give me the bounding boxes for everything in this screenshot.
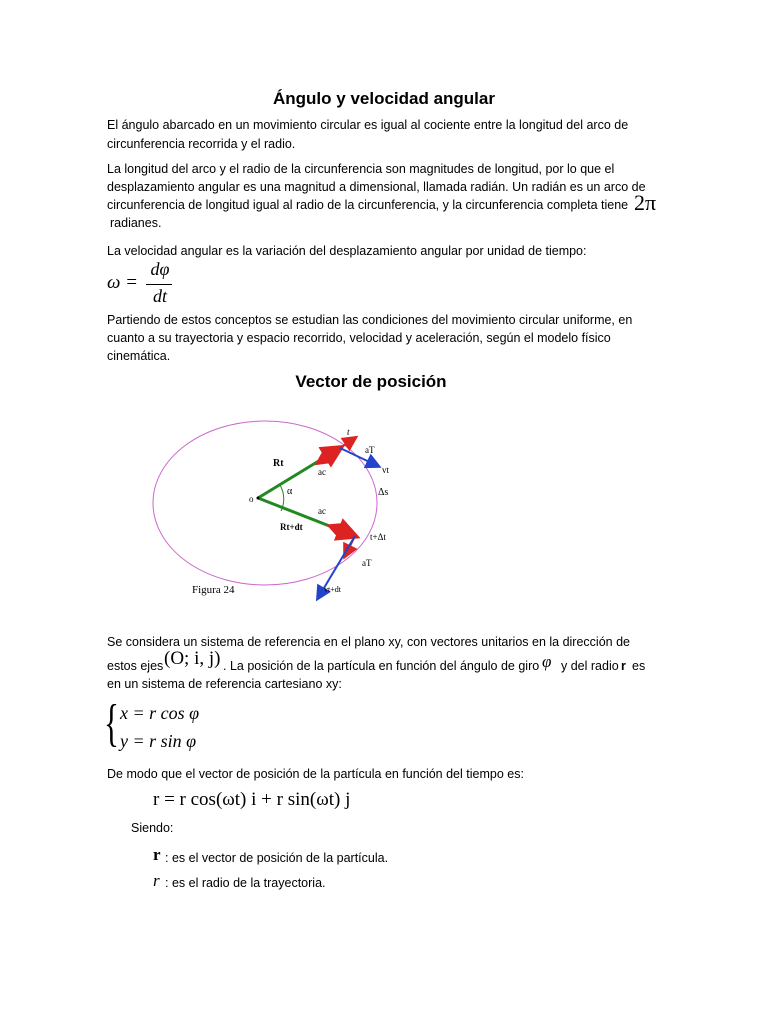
accel-tangent-top <box>340 438 355 448</box>
document-page: Ángulo y velocidad angular El ángulo abarcado en un movimiento circular es igual al cociente entre la longitud del arco de circunferencia recorrida y el radio. La longitud del arco y el radio de la circunferencia son magnitudes de longitud, por lo que el desplazamiento angular es una magnitud a dimensional, llamada radián. Un radián es un arco de circunferencia de longitud igual al radio de la circunferencia, y la circunferencia completa tiene 2π radianes. La velocidad angular es la variación del desplazamiento angular por unidad de tiempo: ω = dφ dt Partiendo de estos conceptos se estudian las condiciones del movimiento circular uniforme, en cuanto a su trayectoria y espacio recorrido, velocidad y aceleración, según el modelo físico cinemática. Vector de posición t aT vt Rt ac α o Δs ac Rt+dt t+Δt aT vt+dt Figura 24 Se considera un sistema de referencia en el plano xy, con vectores unitarios en la dirección de estos ejes (O; i, j) . La posición de la partícula en función del ángulo de giro φ y del radio r es en un sistema de referencia cartesiano xy: { x = r cos φ y = r sin φ De modo que el vector de posición de la partícula en función del tiempo es: r = r cos(ωt) i + r sin(ωt) j Siendo: r : es el vector de posición de la partícula. r : es el radio de la trayectoria. <box>0 0 768 1024</box>
label-Rt: Rt <box>273 458 284 469</box>
label-vtdt: vt+dt <box>324 585 341 594</box>
paragraph-position-time: De modo que el vector de posición de la partícula en función del tiempo es: <box>107 767 524 781</box>
label-o: o <box>249 494 254 504</box>
accel-center-top <box>318 448 340 463</box>
figure-caption: Figura 24 <box>192 584 235 596</box>
phi-math: φ <box>542 652 552 671</box>
section-title: Ángulo y velocidad angular <box>273 89 495 108</box>
two-pi-math: 2π <box>634 190 657 215</box>
label-t: t <box>347 427 350 437</box>
label-alpha: α <box>287 486 293 497</box>
siendo-label: Siendo: <box>131 821 174 835</box>
position-vector-formula: r = r cos(ωt) i + r sin(ωt) j <box>153 789 351 810</box>
label-aT-top: aT <box>365 445 375 455</box>
fraction-bar <box>146 284 172 285</box>
label-tdt: t+Δt <box>370 532 386 542</box>
paragraph-intro: El ángulo abarcado en un movimiento circular es igual al cociente entre la longitud del arco de circunferencia recorrida y el radio. <box>107 118 629 151</box>
paragraph-angular-velocity: La velocidad angular es la variación del desplazamiento angular por unidad de tiempo: <box>107 244 587 258</box>
section-title-position-vector: Vector de posición <box>295 372 447 391</box>
brace: { <box>104 695 119 752</box>
center-point <box>257 497 260 500</box>
label-ac-bottom: ac <box>318 506 326 516</box>
label-ac-top: ac <box>318 467 326 477</box>
label-Rtdt: Rt+dt <box>280 522 303 532</box>
axes-math: (O; i, j) <box>164 648 221 669</box>
label-ds: Δs <box>378 487 389 498</box>
label-aT-bottom: aT <box>362 558 372 568</box>
circular-motion-figure <box>140 408 420 614</box>
accel-center-bottom <box>330 526 355 536</box>
label-vt: vt <box>382 465 390 475</box>
